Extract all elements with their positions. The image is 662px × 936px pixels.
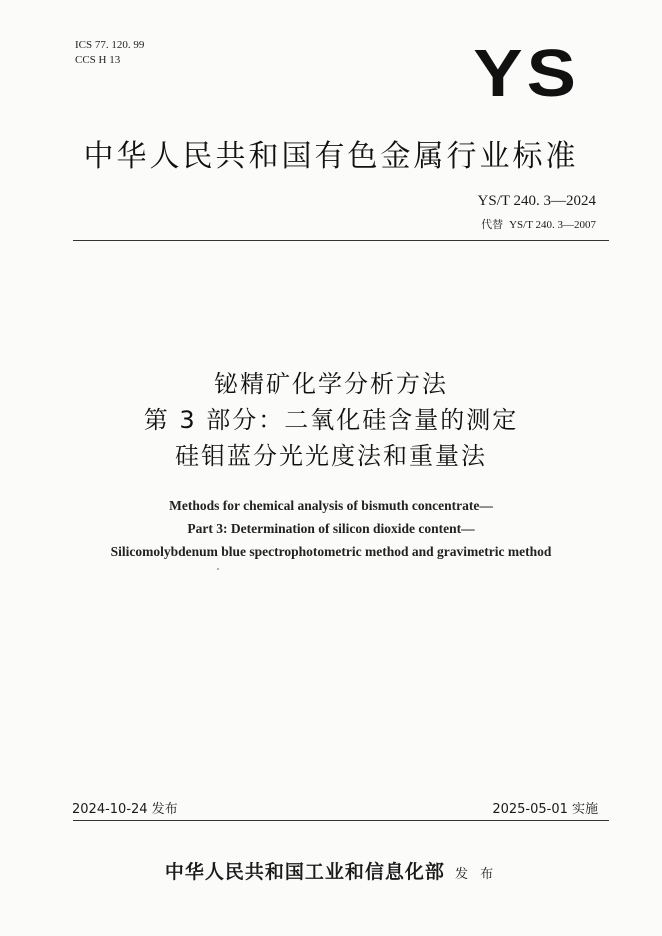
english-title-line-3: Silicomolybdenum blue spectrophotometric method and gravimetric method (110, 544, 552, 559)
publisher-line (0, 857, 662, 884)
scan-speck (217, 568, 219, 570)
replaces-line (481, 216, 596, 232)
english-title-line-2: Part 3: Determination of silicon dioxide content— (187, 521, 475, 536)
publisher-action: 发 布 (454, 867, 498, 882)
footer-divider (73, 820, 609, 821)
publisher-name: 中华人民共和国工业和信息化部 (164, 861, 445, 883)
standard-category-title: 中华人民共和国有色金属行业标准 (83, 139, 579, 174)
chinese-title-line-1: 铋精矿化学分析方法 (214, 370, 448, 398)
replaces-label: 代替 (481, 218, 504, 231)
standard-number: YS/T 240. 3—2024 (477, 193, 596, 209)
issue-date: 2024-10-24 发布 (72, 802, 178, 817)
ccs-code: CCS H 13 (75, 54, 121, 66)
chinese-title (0, 366, 662, 474)
implementation-date: 2025-05-01 实施 (492, 802, 598, 817)
ys-logo: YS (473, 35, 580, 111)
english-title (0, 494, 662, 563)
chinese-title-line-2: 第 3 部分：二氧化硅含量的测定 (143, 406, 519, 434)
ics-code: ICS 77. 120. 99 (75, 39, 145, 51)
chinese-title-line-3: 硅钼蓝分光光度法和重量法 (175, 442, 487, 470)
replaces-number: YS/T 240. 3—2007 (509, 219, 596, 231)
classification-codes (75, 38, 144, 68)
header-divider (73, 240, 609, 241)
english-title-line-1: Methods for chemical analysis of bismuth concentrate— (169, 498, 493, 513)
